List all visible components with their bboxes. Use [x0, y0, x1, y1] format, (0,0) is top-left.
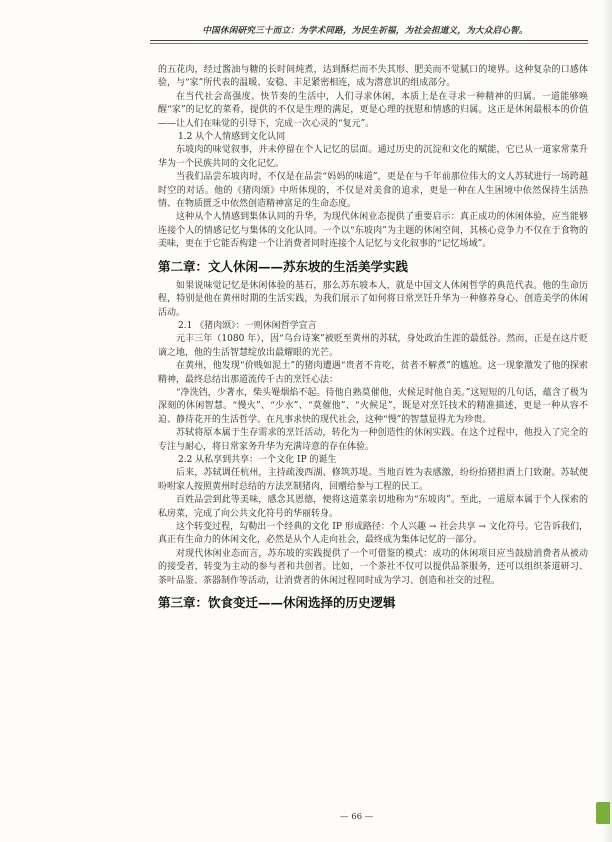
section-heading-2-1: 2.1 《猪肉颂》：一则休闲哲学宣言 [178, 320, 317, 331]
paragraph: 苏轼将原本属于生存需求的烹饪活动，转化为一种创造性的休闲实践。在这个过程中，他投入了完全的专注与耐心，将日常家务升华为充满诗意的存在体验。 [158, 428, 588, 452]
paragraph: 在当代社会高强度、快节奏的生活中，人们寻求休闲，本质上是在寻求一种精神的归属。一道能够唤醒“家”的记忆的菜肴，提供的不仅是生理的满足，更是心理的抚慰和情感的归属。这正是休闲最根本的价值——让人们在味觉的引导下，完成一次心灵的“复元”。 [158, 91, 588, 129]
paragraph: 如果说味觉记忆是休闲体验的基石，那么苏东坡本人，就是中国文人休闲哲学的典范代表。他的生命历程，特别是他在黄州时期的生活实践，为我们展示了如何将日常烹饪升华为一种修养身心、创造美学的休闲活动。 [158, 280, 588, 318]
paragraph: 百姓品尝到此等美味，感念其恩德，便将这道菜亲切地称为“东坡肉”。至此，一道原本属于个人探索的私房菜，完成了向公共文化符号的华丽转身。 [158, 495, 588, 519]
chapter-3-title: 第三章：饮食变迁——休闲选择的历史逻辑 [158, 595, 396, 611]
page-tab-marker [596, 802, 610, 824]
paragraph-continued: 的五花肉，经过酱油与糖的长时间炖煮，达到酥烂而不失其形、肥美而不觉腻口的境界。这种复杂的口感体验，与“家”所代表的温暖、安稳、丰足紧密相连，成为潜意识的组成部分。 [158, 65, 588, 89]
header-rule [150, 40, 588, 41]
paragraph: 对现代休闲业态而言，苏东坡的实践提供了一个可借鉴的模式：成功的休闲项目应当鼓励消费者从被动的接受者，转变为主动的参与者和共创者。比如，一个茶社不仅可以提供品茶服务，还可以组织茶道研习、茶叶品鉴、茶器制作等活动，让消费者的休闲过程同时成为学习、创造和社交的过程。 [158, 548, 588, 586]
paragraph: 当我们品尝东坡肉时，不仅是在品尝“妈妈的味道”，更是在与千年前那位伟大的文人苏轼进行一场跨越时空的对话。他的《猪肉颂》中所体现的，不仅是对美食的追求，更是一种在人生困境中依然保持生活热情、在物质匮乏中依然创造精神富足的生命态度。 [158, 172, 588, 210]
scan-shadow [602, 0, 612, 842]
section-heading-2-2: 2.2 从私享到共享：一个文化 IP 的诞生 [178, 454, 337, 465]
page-number: — 66 — [340, 812, 374, 822]
paragraph: 东坡肉的味觉叙事，并未停留在个人记忆的层面。通过历史的沉淀和文化的赋能，它已从一道家常菜升华为一个民族共同的文化记忆。 [158, 145, 588, 169]
running-header: 中国休闲研究三十而立：为学术同路，为民生祈福，为社会担道义，为大众启心智。 [202, 26, 528, 36]
paragraph: 后来，苏轼调任杭州，主持疏浚西湖、修筑苏堤。当地百姓为表感激，纷纷抬猪担酒上门致谢。苏轼便吩咐家人按照黄州时总结的方法烹制猪肉，回赠给参与工程的民工。 [158, 468, 588, 492]
paragraph: 在黄州，他发现“价贱如泥土”的猪肉遭遇“贵者不肯吃，贫者不解煮”的尴尬。这一现象激发了他的探索精神，最终总结出那道流传千古的烹饪心法： [158, 361, 588, 385]
header-rule-thin [150, 43, 588, 44]
paragraph: 这个转变过程，勾勒出一个经典的文化 IP 形成路径：个人兴趣 → 社会共享 → 文化符号。它告诉我们，真正有生命力的休闲文化，必然是从个人走向社会，最终成为集体记忆的一部分。 [158, 522, 588, 546]
paragraph: 这种从个人情感到集体认同的升华，为现代休闲业态提供了重要启示：真正成功的休闲体验，应当能够连接个人的情感记忆与集体的文化认同。一个以“东坡肉”为主题的休闲空间，其核心竞争力不仅在于食物的美味，更在于它能否构建一个让消费者同时连接个人记忆与文化叙事的“记忆场域”。 [158, 212, 588, 250]
page-body [158, 64, 588, 616]
paragraph: “净洗铛，少著水，柴头罨烟焰不起。待他自熟莫催他，火候足时他自美。”这短短的几句话，蕴含了极为深刻的休闲智慧。“慢火”、“少水”、“莫催他”、“火候足”，既是对烹饪技术的精准描述，更是一种从容不迫、静待花开的生活哲学。在凡事求快的现代社会，这种“慢”的智慧显得尤为珍贵。 [158, 387, 588, 425]
chapter-2-title: 第二章：文人休闲——苏东坡的生活美学实践 [158, 258, 409, 274]
section-heading-1-2: 1.2 从个人情感到文化认同 [178, 132, 286, 143]
paragraph: 元丰三年（1080 年），因“乌台诗案”被贬至黄州的苏轼，身处政治生涯的最低谷。然而，正是在这片贬谪之地，他的生活智慧绽放出最耀眼的光芒。 [158, 334, 588, 358]
